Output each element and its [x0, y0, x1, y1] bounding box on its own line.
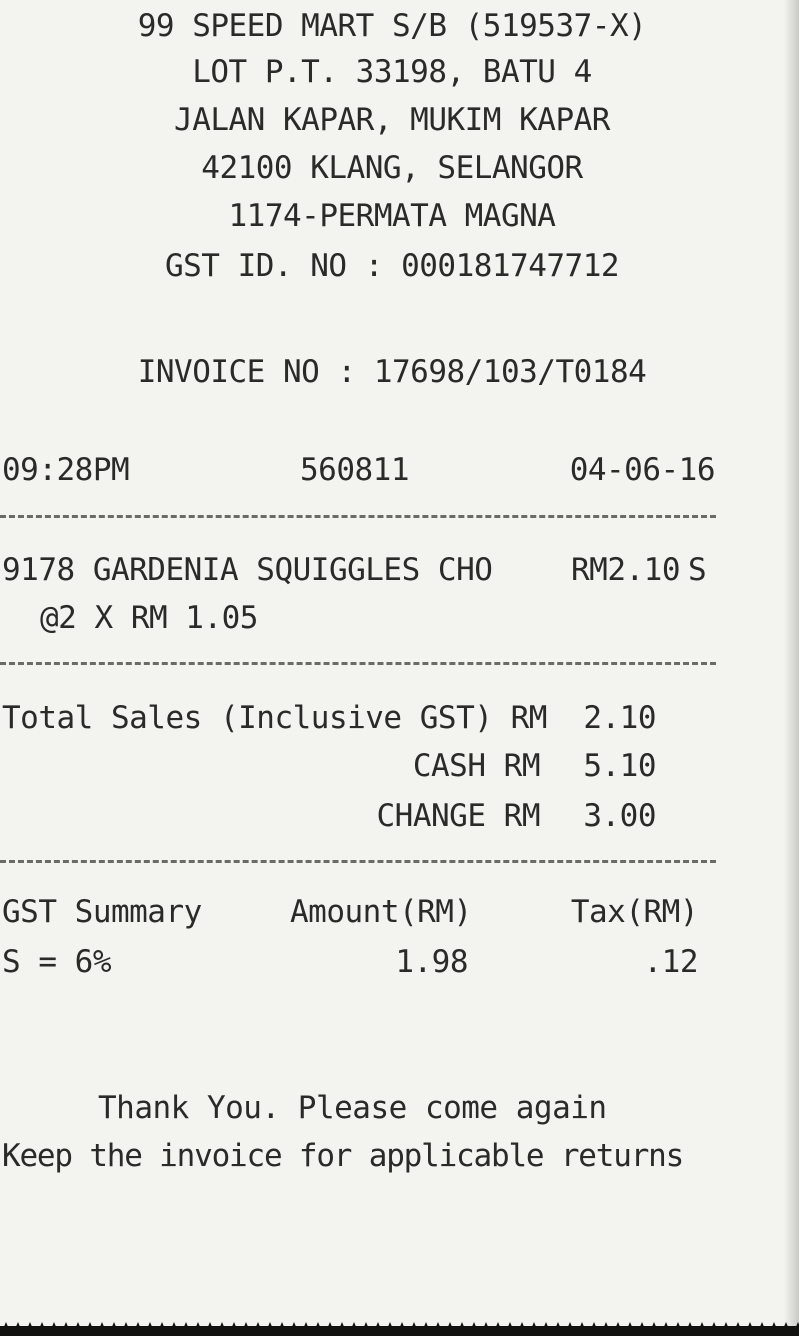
returns-note: Keep the invoice for applicable returns	[2, 1138, 684, 1174]
divider	[0, 860, 716, 863]
cash-label: CASH RM	[412, 748, 540, 784]
item-description: 9178 GARDENIA SQUIGGLES CHO	[2, 552, 493, 588]
gst-summary-header: GST Summary	[2, 894, 202, 930]
store-name: 99 SPEED MART S/B (519537-X)	[137, 8, 647, 44]
divider	[0, 515, 716, 518]
total-sales-value: 2.10	[583, 700, 656, 736]
change-value: 3.00	[583, 798, 656, 834]
change-label: CHANGE RM	[376, 798, 540, 834]
item-quantity-detail: @2 X RM 1.05	[40, 600, 258, 636]
gst-amount-header: Amount(RM)	[290, 894, 472, 930]
store-address-line-1: LOT P.T. 33198, BATU 4	[192, 54, 592, 90]
receipt-date: 04-06-16	[569, 452, 715, 488]
receipt-time: 09:28PM	[2, 452, 130, 488]
store-address-line-2: JALAN KAPAR, MUKIM KAPAR	[174, 102, 610, 138]
store-address-line-3: 42100 KLANG, SELANGOR	[201, 150, 583, 186]
paper-edge-shadow	[784, 0, 799, 1336]
item-tax-code: S	[688, 552, 707, 588]
gst-tax-header: Tax(RM)	[570, 894, 698, 930]
gst-id: GST ID. NO : 000181747712	[164, 248, 620, 284]
receipt-code: 560811	[300, 452, 409, 488]
divider	[0, 662, 716, 665]
invoice-number: INVOICE NO : 17698/103/T0184	[137, 354, 647, 390]
item-amount: RM2.10	[571, 552, 680, 588]
gst-tax-value: .12	[643, 944, 698, 980]
torn-paper-edge	[0, 1302, 799, 1336]
total-sales-label: Total Sales (Inclusive GST) RM	[2, 700, 547, 736]
gst-amount-value: 1.98	[395, 944, 468, 980]
gst-rate: S = 6%	[2, 944, 111, 980]
store-branch: 1174-PERMATA MAGNA	[228, 198, 556, 234]
cash-value: 5.10	[583, 748, 656, 784]
thank-you-message: Thank You. Please come again	[98, 1090, 607, 1126]
